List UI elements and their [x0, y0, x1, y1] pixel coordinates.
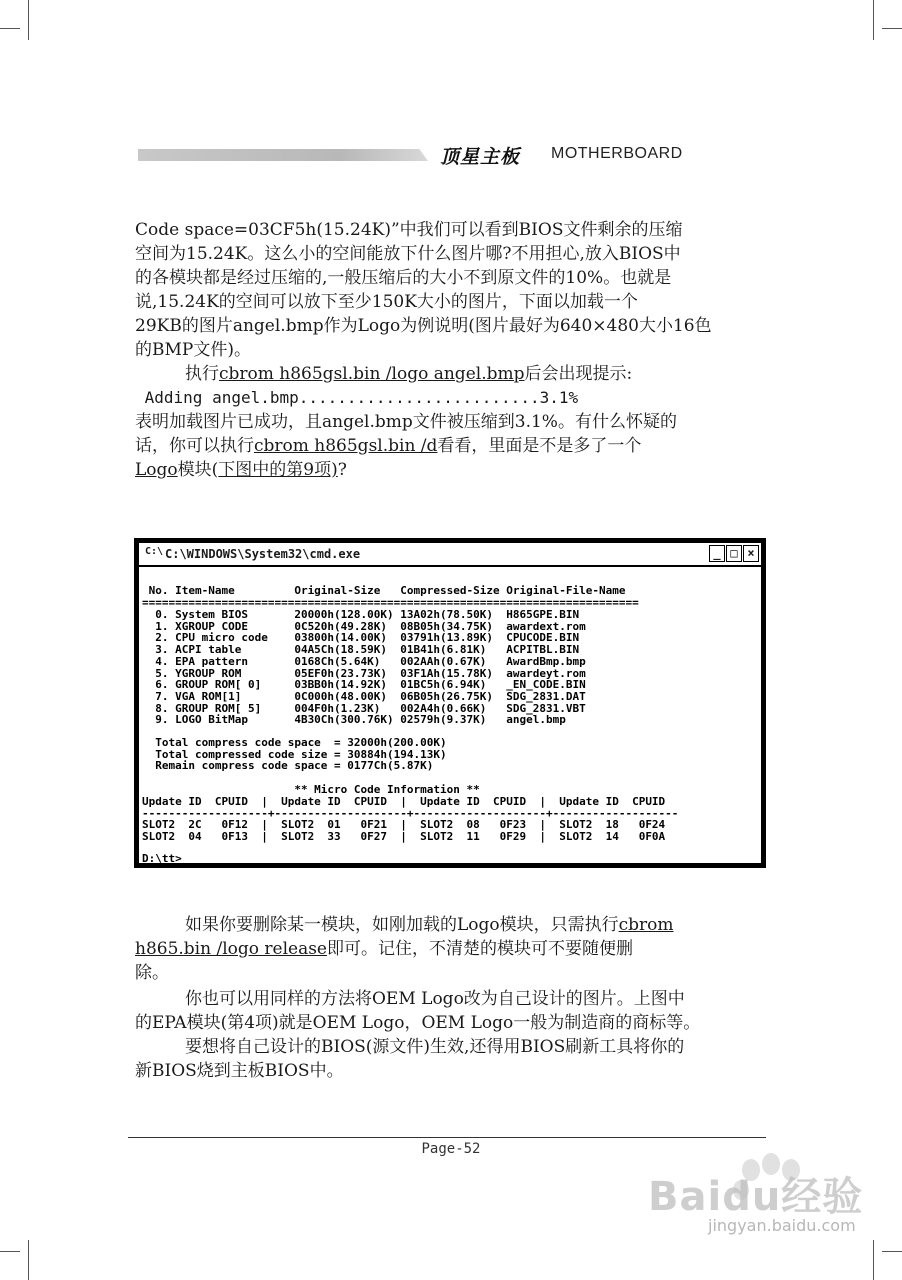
paragraph-line: 空间为15.24K。这么小的空间能放下什么图片哪?不用担心,放入BIOS中: [135, 244, 681, 264]
paragraph-line: Code space=03CF5h(15.24K)”中我们可以看到BIOS文件剩余的压缩: [135, 220, 683, 240]
header-decor-bar: [138, 149, 428, 161]
console-row: 1. XGROUP CODE 0C520h(49.28K) 08B05h(34.75K) awardext.rom: [142, 619, 586, 633]
crop-mark: [882, 28, 902, 29]
console-row: 6. GROUP ROM[ 0] 03BB0h(14.92K) 01BC5h(6.94K) _EN_CODE.BIN: [142, 678, 586, 692]
text-span: 即可。记住，不清楚的模块可不要随便删: [327, 939, 633, 959]
page-number: Page-52: [421, 1141, 481, 1157]
console-row: 8. GROUP ROM[ 5] 004F0h(1.23K) 002A4h(0.66K) SDG_2831.VBT: [142, 701, 586, 715]
console-row: 0. System BIOS 20000h(128.00K) 13A02h(78.50K) H865GPE.BIN: [142, 608, 580, 621]
command-text: cbrom: [618, 915, 674, 935]
console-row: 9. LOGO BitMap 4B30Ch(300.76K) 02579h(9.37K) angel.bmp: [142, 713, 566, 727]
crop-mark: [0, 1251, 20, 1252]
command-text: cbrom h865gsl.bin /logo angel.bmp: [219, 364, 525, 384]
paragraph-line: 新BIOS烧到主板BIOS中。: [135, 1061, 344, 1081]
paragraph-line: [135, 362, 767, 386]
paragraph-line: [135, 937, 767, 961]
cmd-window: [138, 542, 762, 864]
article-upper: [135, 218, 767, 482]
text-span: 下图中的第9项): [218, 460, 338, 480]
paragraph-line: 你也可以用同样的方法将OEM Logo改为自己设计的图片。上图中: [185, 989, 685, 1009]
paragraph-line: [135, 434, 767, 458]
text-span: 看看，里面是不是多了一个: [437, 436, 642, 456]
paragraph-line: 的BMP文件)。: [135, 340, 251, 360]
console-output: [142, 571, 758, 865]
watermark-url: jingyan.baidu.com: [708, 1216, 856, 1235]
crop-mark: [28, 1240, 29, 1280]
micro-code-title: ** Micro Code Information **: [142, 783, 480, 796]
console-row: 7. VGA ROM[1] 0C000h(48.00K) 06B05h(26.75K) SDG_2831.DAT: [142, 689, 586, 703]
close-button[interactable]: ×: [743, 545, 759, 562]
article-lower: [135, 913, 767, 1083]
paragraph-line: 表明加载图片已成功，且angel.bmp文件被压缩到3.1%。有什么怀疑的: [135, 412, 677, 432]
crop-mark: [0, 28, 20, 29]
paragraph-line: 的各模块都是经过压缩的,一般压缩后的大小不到原文件的10%。也就是: [135, 268, 672, 288]
console-row: 4. EPA pattern 0168Ch(5.64K) 002AAh(0.67K) AwardBmp.bmp: [142, 654, 586, 668]
console-separator: ===========================================================================: [142, 596, 639, 609]
crop-mark: [882, 1251, 902, 1252]
cmd-app-icon: C:\: [145, 546, 164, 557]
cmd-window-title: C:\WINDOWS\System32\cmd.exe: [165, 547, 361, 561]
console-row: 5. YGROUP ROM 05EF0h(23.73K) 03F1Ah(15.78K) awardeyt.rom: [142, 666, 586, 680]
micro-code-header: Update ID CPUID | Update ID CPUID | Update ID CPUID | Update ID CPUID: [142, 795, 666, 808]
paragraph-line: [135, 458, 767, 482]
paragraph-line: 说,15.24K的空间可以放下至少150K大小的图片，下面以加载一个: [135, 292, 638, 312]
paragraph-line: 要想将自己设计的BIOS(源文件)生效,还得用BIOS刷新工具将你的: [185, 1037, 685, 1057]
text-span: 话，你可以执行: [135, 436, 254, 456]
crop-mark: [873, 0, 874, 40]
crop-mark: [873, 1240, 874, 1280]
footer-rule: [128, 1137, 766, 1138]
paragraph-line: 29KB的图片angel.bmp作为Logo为例说明(图片最好为640×480大小16色: [135, 316, 712, 336]
text-span: 后会出现提示:: [524, 364, 633, 384]
brand-title: 顶星主板: [440, 146, 521, 168]
maximize-button[interactable]: □: [726, 545, 742, 562]
console-total: Total compressed code size = 30884h(194.13K): [142, 747, 447, 761]
text-span: ?: [337, 460, 347, 480]
micro-code-row: SLOT2 04 0F13 | SLOT2 33 0F27 | SLOT2 11 0F29 | SLOT2 14 0F0A: [142, 830, 666, 844]
text-span: 如果你要删除某一模块，如刚加载的Logo模块，只需执行: [185, 915, 619, 935]
minimize-button[interactable]: _: [709, 545, 725, 562]
console-total: Remain compress code space = 0177Ch(5.87K): [142, 759, 434, 773]
micro-code-separator: -------------------+--------------------+--------------------+-------------------: [142, 806, 679, 820]
micro-code-row: SLOT2 2C 0F12 | SLOT2 01 0F21 | SLOT2 08 0F23 | SLOT2 18 0F24: [142, 818, 666, 832]
adding-output-line: Adding angel.bmp.........................3.1%: [135, 388, 579, 407]
console-row: 2. CPU micro code 03800h(14.00K) 03791h(13.89K) CPUCODE.BIN: [142, 631, 580, 645]
paragraph-line: [135, 913, 767, 937]
text-span: Logo: [135, 460, 178, 480]
text-span: 模块(: [177, 460, 219, 480]
paragraph-line: 除。: [135, 963, 169, 983]
cmd-titlebar: [139, 543, 761, 567]
console-prompt[interactable]: D:\tt>: [142, 852, 182, 865]
command-text: h865.bin /logo release: [135, 939, 327, 959]
console-total: Total compress code space = 32000h(200.00K): [142, 736, 447, 749]
cmd-window-screenshot: [134, 538, 766, 868]
brand-subtitle: MOTHERBOARD: [551, 145, 683, 162]
paragraph-line: 的EPA模块(第4项)就是OEM Logo，OEM Logo一般为制造商的商标等。: [135, 1013, 701, 1033]
text-span: 执行: [185, 364, 219, 384]
command-text: cbrom h865gsl.bin /d: [254, 436, 438, 456]
console-row: 3. ACPI table 04A5Ch(18.59K) 01B41h(6.81K) ACPITBL.BIN: [142, 643, 580, 657]
crop-mark: [28, 0, 29, 40]
console-header: No. Item-Name Original-Size Compressed-Size Original-File-Name: [142, 584, 626, 597]
watermark-logo: Baidu经验: [648, 1174, 864, 1220]
